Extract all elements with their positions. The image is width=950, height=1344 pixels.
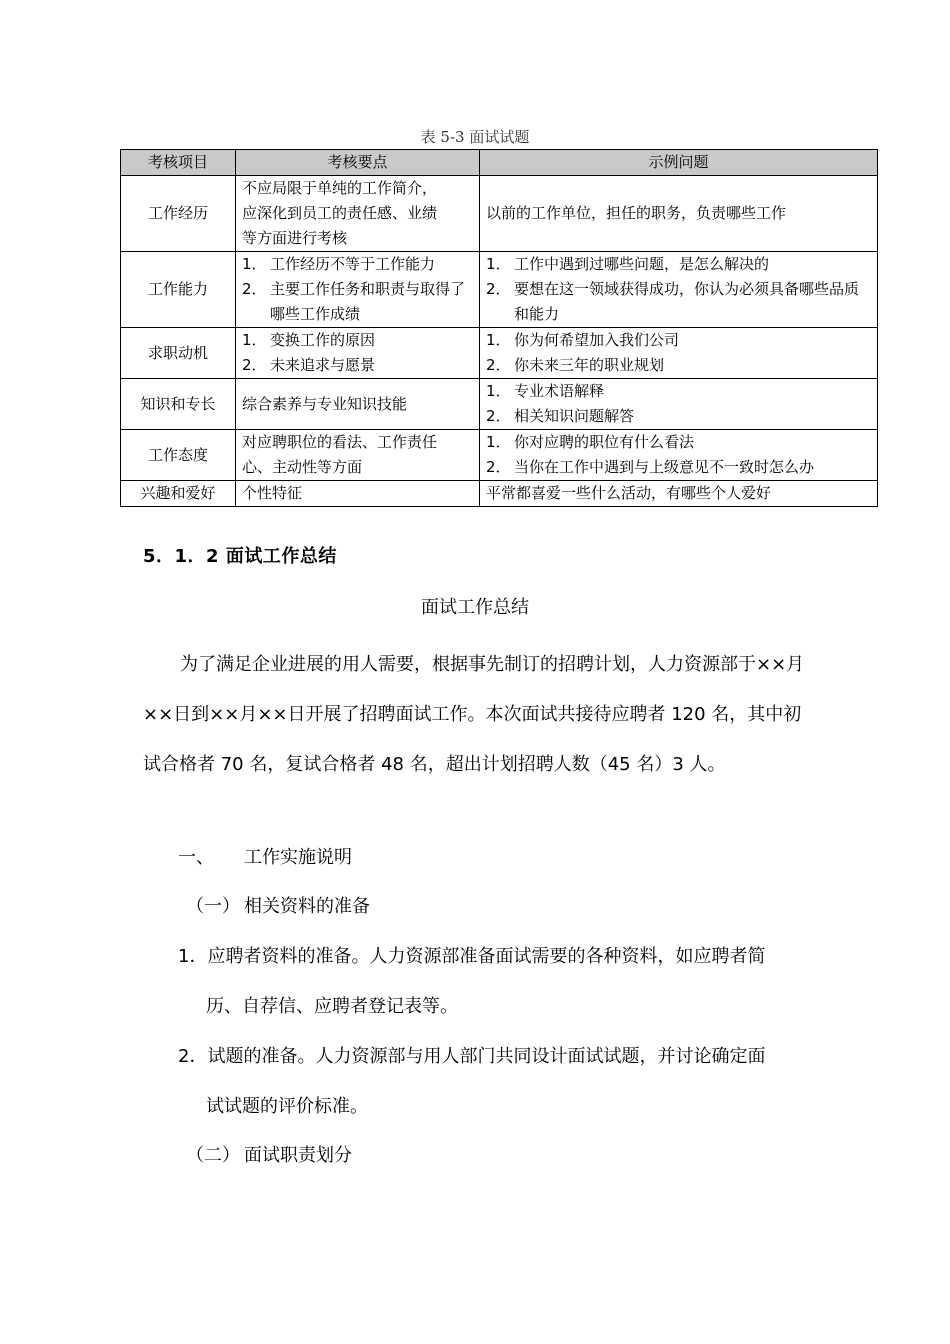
table-header-row <box>121 150 878 176</box>
list-number: 1． <box>242 255 267 273</box>
example-questions-cell <box>480 430 878 481</box>
assessment-points-cell <box>236 379 480 430</box>
example-questions-cell <box>480 481 878 507</box>
cell-line: 以前的工作单位，担任的职务，负责哪些工作 <box>486 204 787 222</box>
assessment-points-cell <box>236 481 480 507</box>
column-header: 考核项目 <box>121 150 236 176</box>
assessment-item-cell: 知识和专长 <box>121 379 236 430</box>
example-questions-cell <box>480 176 878 252</box>
interview-questions-table <box>120 149 878 507</box>
list-number: 1． <box>486 382 511 400</box>
example-questions-cell <box>480 252 878 328</box>
intro-paragraph: 为了满足企业进展的用人需要，根据事先制订的招聘计划，人力资源部于××月××日到××月××日开展了招聘面试工作。本次面试共接待应聘者 120 名，其中初试合格者 70 名，复试合格者 48 名，超出计划招聘人数（45 名）3 人。 <box>143 654 805 775</box>
list-number: 1． <box>486 255 511 273</box>
table-body <box>121 176 878 507</box>
list-number: 1． <box>486 433 511 451</box>
outline-level2-text: 相关资料的准备 <box>244 896 370 917</box>
outline-level2-text: 面试职责划分 <box>244 1145 352 1166</box>
assessment-item-cell: 工作经历 <box>121 176 236 252</box>
cell-line: 2． 要想在这一领域获得成功，你认为必须具备哪些品质和能力 <box>486 277 871 327</box>
cell-line: 2． 主要工作任务和职责与取得了哪些工作成绩 <box>242 277 473 327</box>
table-row <box>121 481 878 507</box>
column-header: 示例问题 <box>480 150 878 176</box>
cell-line: 2． 当你在工作中遇到与上级意见不一致时怎么办 <box>486 455 871 480</box>
outline-level2-number: （二） <box>186 1145 240 1166</box>
outline-level2-number: （一） <box>186 896 240 917</box>
cell-line: 不应局限于单纯的工作简介， <box>242 179 438 197</box>
list-item-line: 试试题的评价标准。 <box>206 1096 368 1117</box>
cell-line: 个性特征 <box>242 484 303 502</box>
cell-line: 2． 你未来三年的职业规划 <box>486 353 871 378</box>
assessment-item-cell: 求职动机 <box>121 328 236 379</box>
list-number: 1． <box>242 331 267 349</box>
cell-line: 2． 未来追求与愿景 <box>242 353 473 378</box>
list-number: 2． <box>242 356 267 374</box>
assessment-points-cell <box>236 176 480 252</box>
assessment-item-cell: 工作能力 <box>121 252 236 328</box>
list-number: 1． <box>486 331 511 349</box>
cell-line: 1． 工作中遇到过哪些问题，是怎么解决的 <box>486 252 871 277</box>
cell-line: 平常都喜爱一些什么活动，有哪些个人爱好 <box>486 484 772 502</box>
table-caption: 表 5-3 面试试题 <box>420 128 530 146</box>
cell-line: 对应聘职位的看法、工作责任 <box>242 433 438 451</box>
example-questions-cell <box>480 328 878 379</box>
cell-line: 应深化到员工的责任感、业绩 <box>242 204 438 222</box>
list-number: 2． <box>242 280 267 298</box>
list-item-line: 1．应聘者资料的准备。人力资源部准备面试需要的各种资料，如应聘者简 <box>178 946 766 967</box>
list-item-line: 2．试题的准备。人力资源部与用人部门共同设计面试试题，并讨论确定面 <box>178 1046 766 1067</box>
outline-level1-number: 一、 <box>178 847 214 868</box>
assessment-points-cell <box>236 252 480 328</box>
list-number: 2． <box>486 407 511 425</box>
cell-line: 心、主动性等方面 <box>242 458 363 476</box>
cell-line: 综合素养与专业知识技能 <box>242 394 408 413</box>
column-header: 考核要点 <box>236 150 480 176</box>
cell-line: 1． 专业术语解释 <box>486 379 871 404</box>
example-questions-cell <box>480 379 878 430</box>
list-item-line: 历、自荐信、应聘者登记表等。 <box>206 996 458 1017</box>
assessment-points-cell <box>236 328 480 379</box>
cell-line: 等方面进行考核 <box>242 229 348 247</box>
list-number: 2． <box>486 458 511 476</box>
table-row <box>121 328 878 379</box>
section-heading: 5．1．2 面试工作总结 <box>143 546 337 567</box>
cell-line: 1． 你为何希望加入我们公司 <box>486 328 871 353</box>
list-number: 2． <box>486 280 511 298</box>
table-row <box>121 176 878 252</box>
table-row <box>121 430 878 481</box>
table-row <box>121 379 878 430</box>
cell-line: 1． 变换工作的原因 <box>242 328 473 353</box>
outline-level1-text: 工作实施说明 <box>244 847 352 868</box>
table-row <box>121 252 878 328</box>
list-number: 2． <box>486 356 511 374</box>
cell-line: 2． 相关知识问题解答 <box>486 404 871 429</box>
cell-line: 1． 工作经历不等于工作能力 <box>242 252 473 277</box>
assessment-item-cell: 兴趣和爱好 <box>121 481 236 507</box>
assessment-item-cell: 工作态度 <box>121 430 236 481</box>
cell-line: 1． 你对应聘的职位有什么看法 <box>486 430 871 455</box>
assessment-points-cell <box>236 430 480 481</box>
document-title: 面试工作总结 <box>421 597 529 618</box>
